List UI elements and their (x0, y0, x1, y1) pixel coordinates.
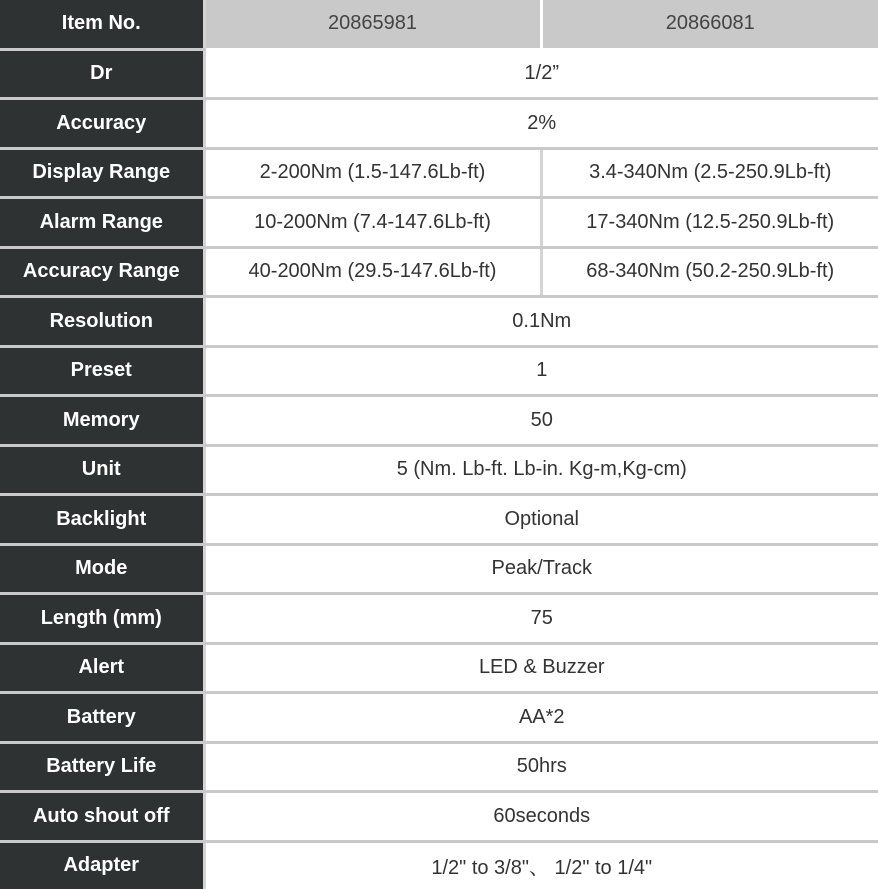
spec-label: Auto shout off (0, 791, 204, 841)
spec-row (0, 197, 878, 247)
spec-label: Display Range (0, 148, 204, 197)
spec-row (0, 692, 878, 742)
spec-row (0, 148, 878, 197)
spec-row (0, 49, 878, 98)
spec-value: AA*2 (204, 692, 878, 742)
spec-value: 5 (Nm. Lb-ft. Lb-in. Kg-m,Kg-cm) (204, 445, 878, 494)
spec-label: Memory (0, 395, 204, 445)
spec-value-model-1: 40-200Nm (29.5-147.6Lb-ft) (204, 247, 541, 296)
spec-value-model-1: 2-200Nm (1.5-147.6Lb-ft) (204, 148, 541, 197)
spec-label: Dr (0, 49, 204, 98)
spec-value: 0.1Nm (204, 296, 878, 346)
spec-value: 60seconds (204, 791, 878, 841)
spec-value: 1/2" to 3/8"、 1/2" to 1/4" (204, 841, 878, 889)
spec-value: 50hrs (204, 742, 878, 791)
spec-label: Unit (0, 445, 204, 494)
spec-value-model-2: 68-340Nm (50.2-250.9Lb-ft) (541, 247, 878, 296)
spec-value: 2% (204, 98, 878, 148)
spec-label: Accuracy (0, 98, 204, 148)
spec-value: 75 (204, 593, 878, 643)
item-number-2: 20866081 (541, 0, 878, 49)
spec-value: 1 (204, 346, 878, 395)
spec-label: Resolution (0, 296, 204, 346)
spec-row (0, 98, 878, 148)
header-row (0, 0, 878, 49)
spec-row (0, 494, 878, 544)
spec-row (0, 742, 878, 791)
spec-value: Peak/Track (204, 544, 878, 593)
spec-row (0, 791, 878, 841)
spec-value: Optional (204, 494, 878, 544)
spec-value-model-2: 17-340Nm (12.5-250.9Lb-ft) (541, 197, 878, 247)
spec-label: Preset (0, 346, 204, 395)
spec-label: Alarm Range (0, 197, 204, 247)
spec-row (0, 841, 878, 889)
spec-row (0, 346, 878, 395)
header-label: Item No. (0, 0, 204, 49)
spec-value: 1/2” (204, 49, 878, 98)
item-number-1: 20865981 (204, 0, 541, 49)
spec-label: Length (mm) (0, 593, 204, 643)
spec-value: LED & Buzzer (204, 643, 878, 692)
spec-row (0, 395, 878, 445)
spec-label: Alert (0, 643, 204, 692)
spec-label: Mode (0, 544, 204, 593)
spec-row (0, 247, 878, 296)
spec-label: Backlight (0, 494, 204, 544)
spec-row (0, 593, 878, 643)
spec-value: 50 (204, 395, 878, 445)
spec-row (0, 445, 878, 494)
spec-label: Adapter (0, 841, 204, 889)
spec-row (0, 643, 878, 692)
spec-value-model-2: 3.4-340Nm (2.5-250.9Lb-ft) (541, 148, 878, 197)
spec-row (0, 296, 878, 346)
spec-row (0, 544, 878, 593)
spec-label: Battery (0, 692, 204, 742)
spec-label: Accuracy Range (0, 247, 204, 296)
spec-value-model-1: 10-200Nm (7.4-147.6Lb-ft) (204, 197, 541, 247)
spec-label: Battery Life (0, 742, 204, 791)
